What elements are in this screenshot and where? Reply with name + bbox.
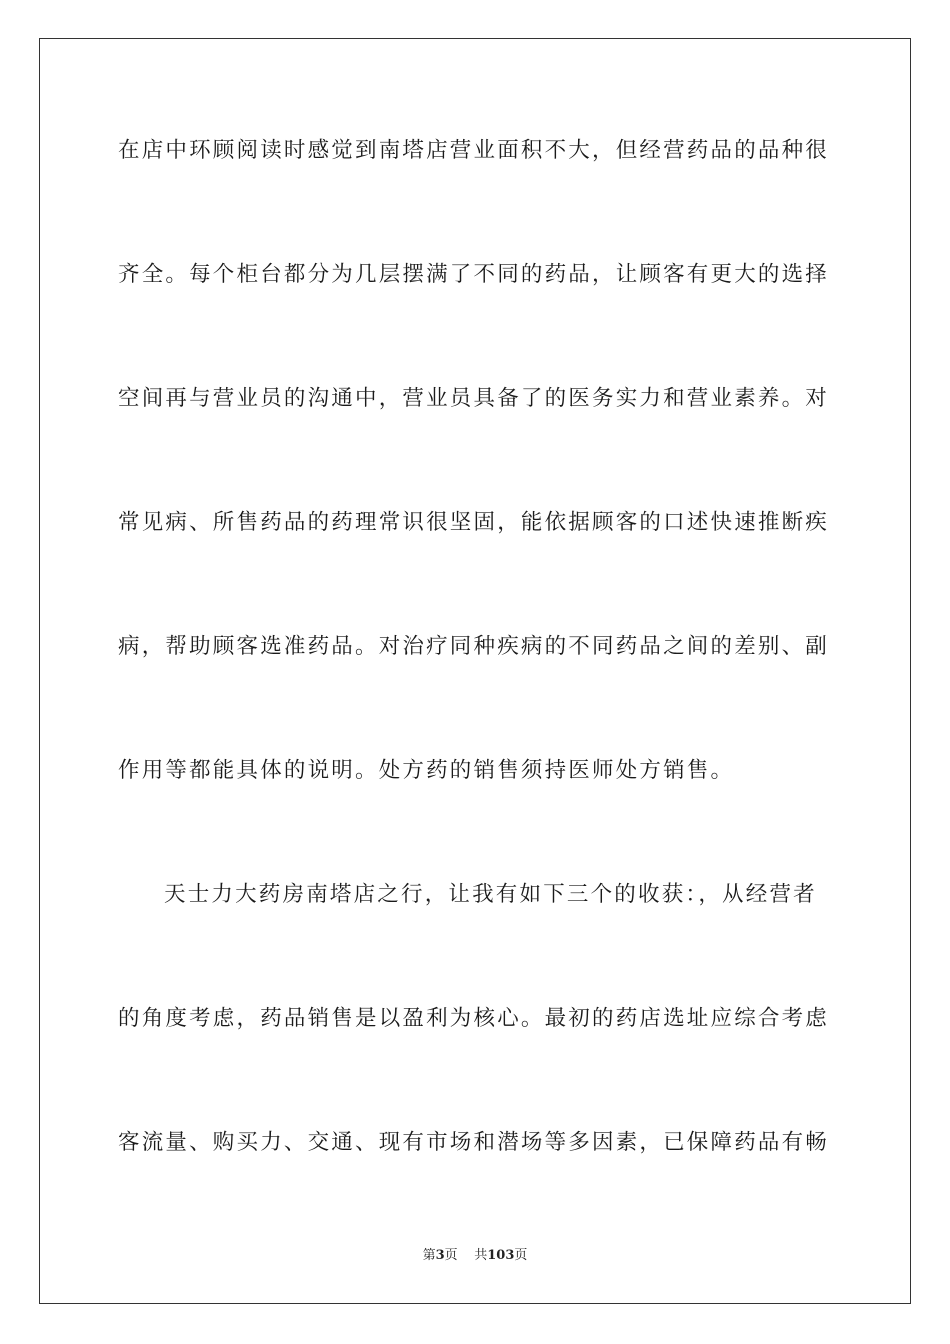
text-line-4: 常见病、所售药品的药理常识很坚固，能依据顾客的口述快速推断疾 — [118, 510, 830, 535]
page-label-suffix: 页 — [444, 1248, 458, 1263]
total-label-suffix: 页 — [514, 1248, 528, 1263]
page-label-prefix: 第 — [422, 1248, 436, 1263]
text-line-5: 病，帮助顾客选准药品。对治疗同种疾病的不同药品之间的差别、副 — [118, 634, 830, 659]
total-label-prefix: 共 — [474, 1248, 488, 1263]
body-text — [118, 122, 834, 1238]
text-line-2: 齐全。每个柜台都分为几层摆满了不同的药品，让顾客有更大的选择 — [118, 262, 830, 287]
page-number: 3 — [435, 1248, 445, 1263]
text-line-1: 在店中环顾阅读时感觉到南塔店营业面积不大，但经营药品的品种很 — [118, 138, 830, 163]
text-line-6: 作用等都能具体的说明。处方药的销售须持医师处方销售。 — [118, 758, 735, 783]
text-line-8: 的角度考虑，药品销售是以盈利为核心。最初的药店选址应综合考虑 — [118, 1006, 830, 1031]
text-line-3: 空间再与营业员的沟通中，营业员具备了的医务实力和营业素养。对 — [118, 386, 830, 411]
total-pages: 103 — [487, 1248, 515, 1263]
page-footer — [0, 1246, 950, 1266]
text-line-9: 客流量、购买力、交通、现有市场和潜场等多因素，已保障药品有畅 — [118, 1130, 830, 1155]
text-line-7-paragraph-start: 天士力大药房南塔店之行，让我有如下三个的收获：，从经营者 — [164, 882, 817, 907]
